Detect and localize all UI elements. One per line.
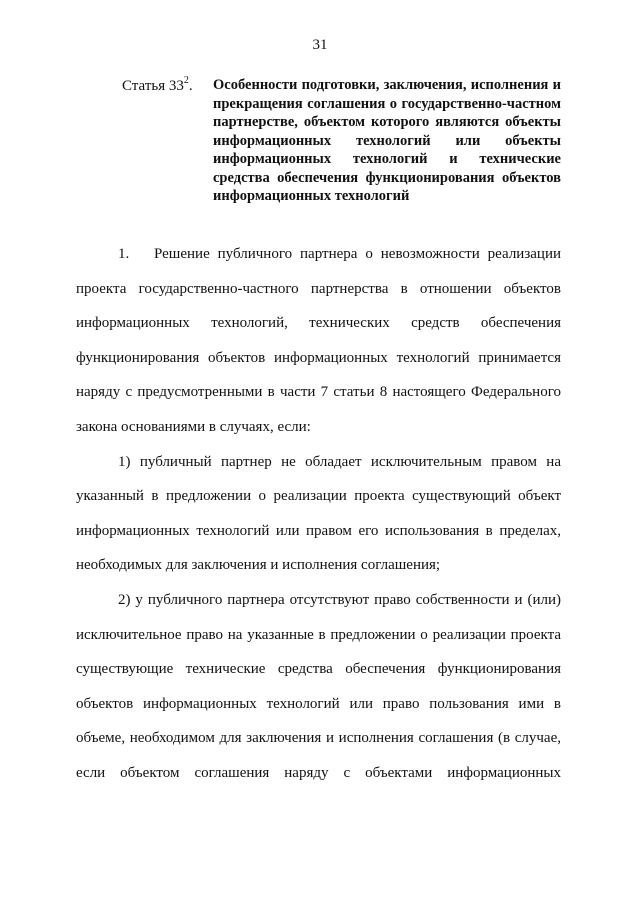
paragraph-number: 1.: [118, 246, 130, 262]
paragraph-1: [76, 237, 561, 445]
article-label-superscript: 2: [183, 75, 189, 86]
article-label-suffix: .: [188, 78, 193, 94]
article-label-text: Статья 33: [122, 78, 184, 94]
article-body: [76, 237, 561, 791]
paragraph-item-2: 2) у публичного партнера отсутствуют право собственности и (или) исключительное право на указанные в предложении о реализации проекта существующие технические средства обеспечения функционирования объектов информационных технологий или право пользования ими в объеме, необходимом для заключения и исполнения соглашения (в случае, если объектом соглашения наряду с объектами информационных: [76, 591, 561, 781]
page-number: 31: [312, 37, 328, 53]
paragraph-item-1: 1) публичный партнер не обладает исключительным правом на указанный в предложении о реализации проекта существующий объект информационных технологий или правом его использования в пределах, необходимых для заключения и исполнения соглашения;: [76, 453, 561, 574]
article-label: [122, 76, 193, 95]
paragraph-1-text: Решение публичного партнера о невозможности реализации проекта государственно-частного партнерства в отношении объектов информационных технологий, технических средств обеспечения функционирования объектов информационных технологий принимается наряду с предусмотренными в части 7 статьи 8 настоящего Федерального закона основаниями в случаях, если:: [76, 246, 561, 435]
article-title: Особенности подготовки, заключения, исполнения и прекращения соглашения о государственно-частном партнерстве, объектом которого являются объекты информационных технологий или объекты информационных технологий и технические средства обеспечения функционирования объектов информационных технологий: [213, 77, 561, 204]
